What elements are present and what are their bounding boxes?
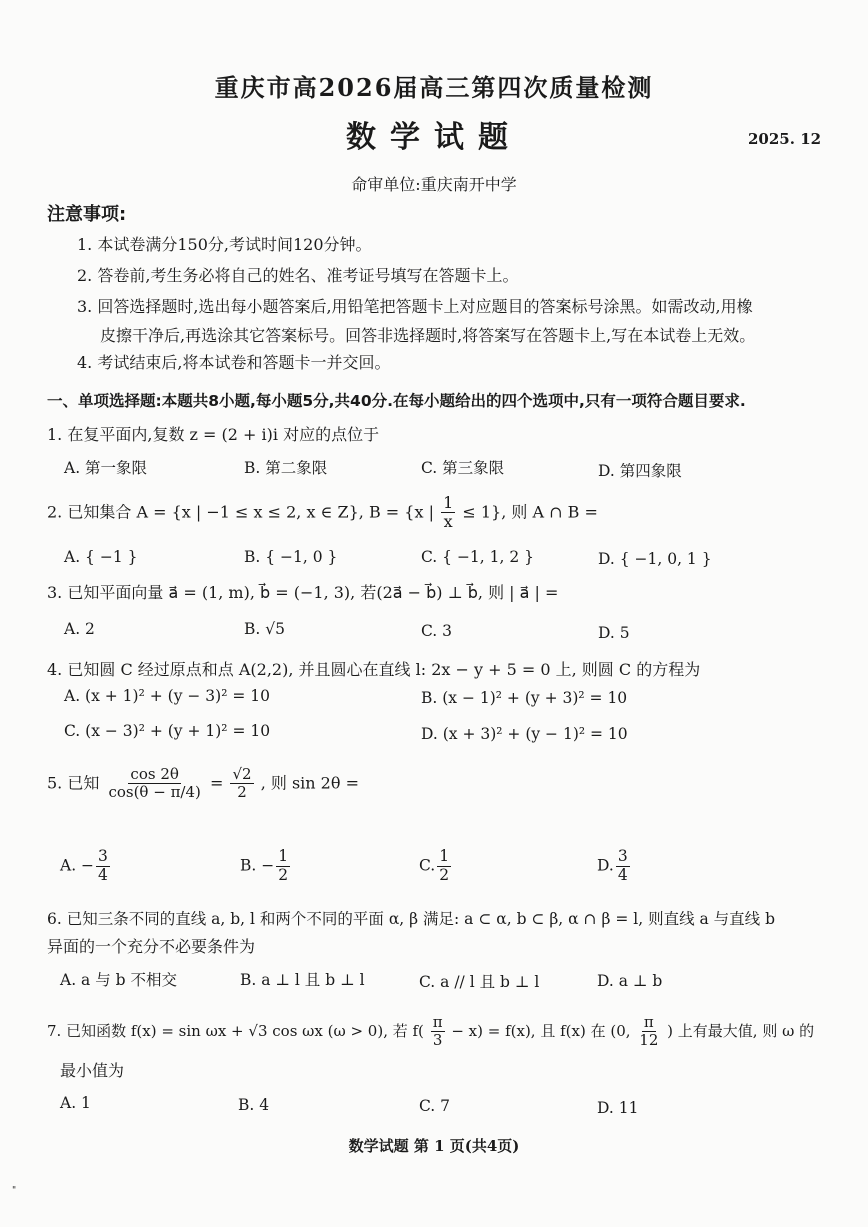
notice-item-1: 1. 本试卷满分150分,考试时间120分钟。 <box>77 235 372 254</box>
q7-frac-2: $\frac{\pi}{12}$ <box>639 1013 659 1050</box>
q7-stem-c: ) 上有最大值, 则 ω 的 <box>667 1021 815 1040</box>
q6-stem-line1: 6. 已知三条不同的直线 a, b, l 和两个不同的平面 α, β 满足: a ⊂ α, b ⊂ β, α ∩ β = l, 则直线 a 与直线 b <box>47 910 776 928</box>
notice-item-2: 2. 答卷前,考生务必将自己的姓名、准考证号填写在答题卡上。 <box>77 266 519 285</box>
q5-rhs-num: √2 <box>232 765 252 783</box>
q5-eq: = <box>209 773 224 793</box>
q2-fraction <box>441 494 455 532</box>
q7-option-d: D. 11 <box>597 1099 639 1117</box>
q5-option-a: A. − $\frac{3}{4}$ <box>60 847 108 884</box>
q7-stem-line2: 最小值为 <box>60 1061 125 1080</box>
q3-option-b: B. √5 <box>244 620 285 638</box>
q1-option-c: C. 第三象限 <box>421 459 505 477</box>
organizer: 命审单位:重庆南开中学 <box>351 175 517 194</box>
q5-stem <box>47 766 359 802</box>
q2-option-d: D. { −1, 0, 1 } <box>598 550 712 568</box>
q7-option-c: C. 7 <box>419 1097 451 1115</box>
q7-option-b: B. 4 <box>238 1096 270 1114</box>
q6-stem-line2: 异面的一个充分不必要条件为 <box>47 937 256 956</box>
q2-frac-num: 1 <box>443 493 454 512</box>
exam-date: 2025. 12 <box>748 130 822 148</box>
q6-option-b: B. a ⊥ l 且 b ⊥ l <box>240 971 365 989</box>
notice-item-3-cont: 皮擦干净后,再选涂其它答案标号。回答非选择题时,将答案写在答题卡上,写在本试卷上无效。 <box>100 326 756 345</box>
section-heading: 一、单项选择题:本题共8小题,每小题5分,共40分.在每小题给出的四个选项中,只有一项符合题目要求. <box>47 392 746 410</box>
q1-option-d: D. 第四象限 <box>598 462 682 480</box>
q7-frac-1: $\frac{\pi}{3}$ <box>432 1013 443 1050</box>
q5-option-d: D. $\frac{3}{4}$ <box>597 847 628 884</box>
q3-option-c: C. 3 <box>421 622 453 640</box>
q2-stem-a: 2. 已知集合 A = {x | −1 ≤ x ≤ 2, x ∈ Z}, B = {x | <box>47 502 434 522</box>
q4-option-c: C. (x − 3)² + (y + 1)² = 10 <box>64 722 271 740</box>
q4-option-d: D. (x + 3)² + (y − 1)² = 10 <box>421 725 628 743</box>
q1-stem: 1. 在复平面内,复数 z = (2 + i)i 对应的点位于 <box>47 425 380 444</box>
q5-lhs-fraction <box>106 766 202 802</box>
q2-option-a: A. { −1 } <box>64 548 138 566</box>
q6-option-d: D. a ⊥ b <box>597 972 663 990</box>
exam-title: 重庆市高2026届高三第四次质量检测 <box>214 73 654 102</box>
q2-option-b: B. { −1, 0 } <box>244 548 338 566</box>
q4-stem: 4. 已知圆 C 经过原点和点 A(2,2), 并且圆心在直线 l: 2x − y + 5 = 0 上, 则圆 C 的方程为 <box>47 660 701 679</box>
q2-frac-den: x <box>443 512 453 532</box>
notice-item-3: 3. 回答选择题时,选出每小题答案后,用铅笔把答题卡上对应题目的答案标号涂黑。如需改动,用橡 <box>77 297 753 316</box>
q6-option-c: C. a // l 且 b ⊥ l <box>419 973 540 991</box>
q7-stem-b: − x) = f(x), 且 f(x) 在 (0, <box>451 1021 631 1040</box>
q1-option-b: B. 第二象限 <box>244 459 328 477</box>
q4-option-b: B. (x − 1)² + (y + 3)² = 10 <box>421 689 628 707</box>
q3-stem: 3. 已知平面向量 a⃗ = (1, m), b⃗ = (−1, 3), 若(2a⃗ − b⃗) ⊥ b⃗, 则 | a⃗ | = <box>47 583 559 602</box>
q7-stem-a: 7. 已知函数 f(x) = sin ωx + √3 cos ωx (ω > 0), 若 f( <box>47 1021 424 1040</box>
q4-option-a: A. (x + 1)² + (y − 3)² = 10 <box>64 687 270 705</box>
q5-suffix: , 则 sin 2θ = <box>260 773 359 793</box>
q5-rhs-den: 2 <box>237 783 247 802</box>
q6-option-a: A. a 与 b 不相交 <box>60 971 177 989</box>
q3-option-a: A. 2 <box>64 620 95 638</box>
scan-speck: " <box>12 1186 17 1196</box>
q5-lhs-num: cos 2θ <box>130 765 179 783</box>
q2-stem <box>47 494 598 532</box>
q7-stem-line1 <box>47 1014 814 1050</box>
q3-option-d: D. 5 <box>598 624 630 642</box>
subject-title: 数学试题 <box>346 120 522 155</box>
notice-heading: 注意事项: <box>47 204 127 225</box>
q2-stem-b: ≤ 1}, 则 A ∩ B = <box>462 502 598 522</box>
page-footer: 数学试题 第 1 页(共4页) <box>348 1137 520 1155</box>
q2-option-c: C. { −1, 1, 2 } <box>421 548 535 566</box>
q5-option-b: B. − $\frac{1}{2}$ <box>240 847 289 884</box>
q5-option-c: C. $\frac{1}{2}$ <box>419 847 450 884</box>
q5-prefix: 5. 已知 <box>47 773 100 793</box>
q5-rhs-fraction <box>230 766 253 802</box>
q1-option-a: A. 第一象限 <box>64 459 148 477</box>
notice-item-4: 4. 考试结束后,将本试卷和答题卡一并交回。 <box>77 353 391 372</box>
q7-option-a: A. 1 <box>60 1094 91 1112</box>
q5-lhs-den: cos(θ − π/4) <box>108 783 201 802</box>
